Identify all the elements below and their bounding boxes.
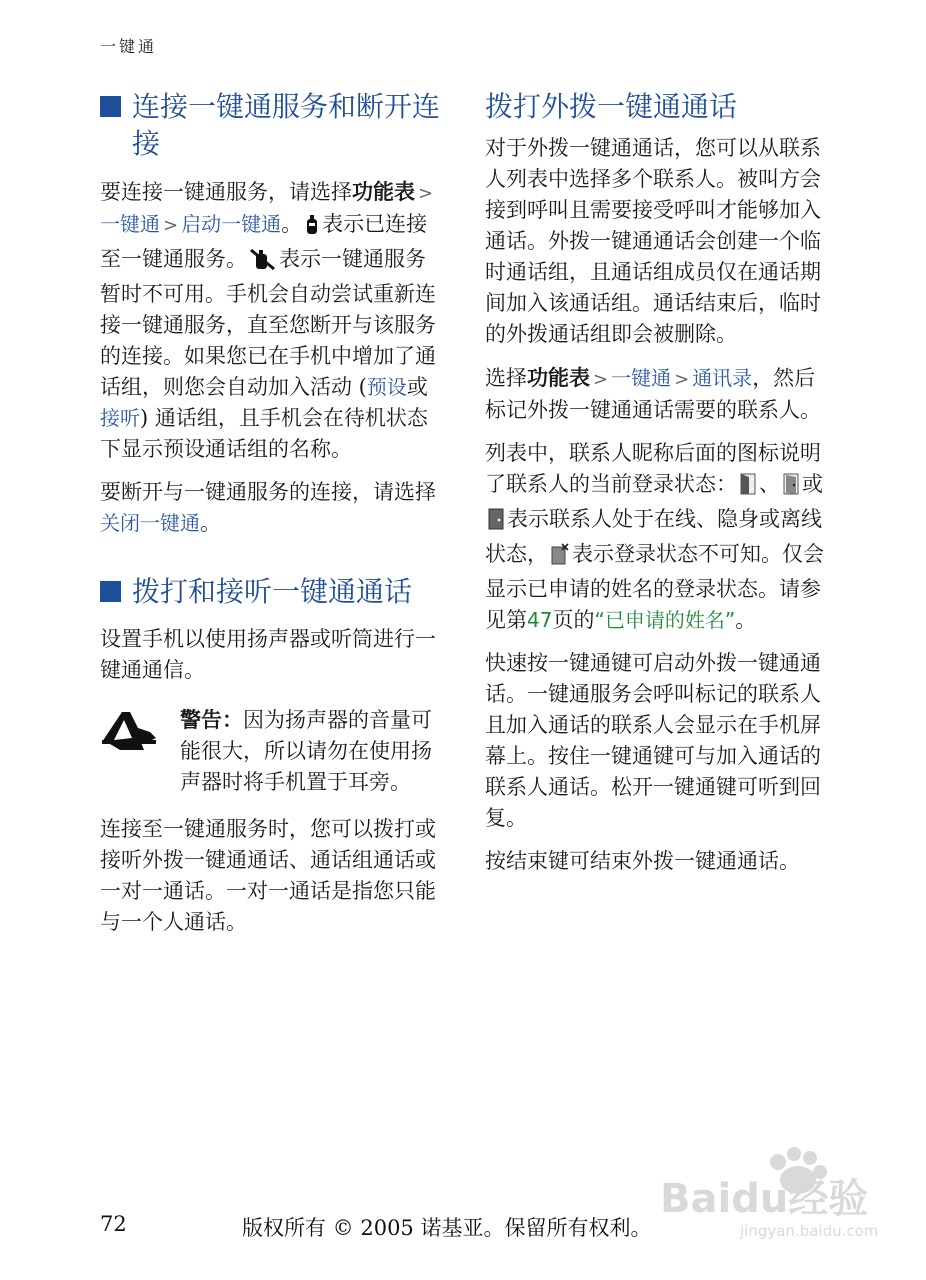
text: 要断开与一键通服务的连接，请选择 [100, 480, 436, 504]
warning-paragraph [180, 704, 445, 798]
text: 、 [759, 472, 780, 496]
text: 因为扬声器的音量可能很大，所以请勿在使用扬声器时将手机置于耳旁。 [180, 708, 432, 794]
warning-note [100, 704, 445, 798]
text: 表示已连接至一键通服务。 [100, 212, 428, 271]
page-number: 72 [100, 1212, 127, 1236]
section-heading-connect-text: 连接一键通服务和断开连接 [132, 90, 441, 160]
speaker-paragraph: 设置手机以使用扬声器或听筒进行一键通通信。 [100, 627, 436, 682]
menu-separator: > [418, 183, 434, 204]
menu-path-ptt: 一键通 [611, 366, 672, 390]
text: 要连接一键通服务，请选择 [100, 180, 352, 204]
text: 选择 [485, 366, 527, 390]
ptt-connected-icon [305, 213, 319, 244]
menu-separator: > [674, 369, 690, 390]
text: 页的 [552, 608, 595, 632]
cross-reference-link: “已申请的姓名” [594, 608, 736, 632]
heading-square-marker [100, 581, 121, 602]
connect-paragraph [100, 176, 445, 465]
listen-group-link: 接听 [100, 406, 140, 430]
presence-paragraph [485, 438, 830, 636]
warning-label: 警告： [180, 707, 243, 732]
menu-path-ptt: 一键通 [100, 212, 160, 236]
text: 表示登录状态不可知。仅会显示已申请的姓名的登录状态。请参见第 [485, 542, 824, 632]
text: 。 [735, 608, 757, 632]
call-types-paragraph: 连接至一键通服务时，您可以拨打或接听外拨一键通通话、通话组通话或一对一通话。一对一通话是指您只能与一个人通话。 [100, 817, 436, 934]
text: 。 [200, 511, 221, 535]
menu-path-activate: 启动一键通 [181, 212, 282, 236]
disconnect-paragraph [100, 477, 445, 539]
text: 表示联系人处于在线、隐身或离线状态， [485, 507, 822, 566]
left-column [100, 88, 445, 950]
door-closed-icon [488, 508, 504, 539]
baidu-watermark [660, 1140, 890, 1240]
warning-hand-icon [100, 704, 158, 798]
menu-label: 功能表 [352, 179, 415, 204]
section-heading-make-receive-text: 拨打和接听一键通通话 [132, 575, 413, 608]
ptt-unavailable-icon [250, 248, 276, 279]
end-call-paragraph: 按结束键可结束外拨一键通通话。 [485, 849, 800, 873]
copyright-notice: 版权所有 © 2005 诺基亚。保留所有权利。 [242, 1216, 652, 1240]
one-to-many-paragraph: 对于外拨一键通通话，您可以从联系人列表中选择多个联系人。被叫方会接到呼叫且需要接受呼叫才能够加入通话。外拨一键通通话会创建一个临时通话组，且通话组成员仅在通话期间加入该通话组。通话结束后，临时的外拨通话组即会被删除。 [485, 136, 821, 346]
section-heading-connect [100, 88, 445, 162]
page-reference-number: 47 [527, 608, 553, 632]
preset-group-link: 预设 [366, 375, 407, 399]
menu-path-contacts: 通讯录 [692, 366, 753, 390]
door-open-icon [740, 473, 756, 504]
right-column [485, 88, 830, 889]
section-heading-make-receive [100, 573, 445, 610]
heading-square-marker [100, 96, 121, 117]
warning-text [180, 704, 445, 798]
running-head: 一键通 [100, 37, 158, 56]
section-heading-one-to-many: 拨打外拨一键通通话 [485, 90, 738, 123]
menu-path-deactivate: 关闭一键通 [100, 511, 200, 535]
text: 。 [281, 212, 303, 236]
menu-label: 功能表 [527, 365, 590, 390]
text: 表示一键通服务暂时不可用。手机会自动尝试重新连接一键通服务，直至您断开与该服务的连接。如果您已在手机中增加了通话组，则您会自动加入活动 ( [100, 247, 436, 399]
text: 或 [406, 375, 428, 399]
menu-separator: > [163, 215, 179, 236]
text: 列表中，联系人昵称后面的图标说明了联系人的当前登录状态： [485, 441, 821, 496]
text: 或 [802, 472, 823, 496]
watermark-brand: Baidu经验 [660, 1176, 869, 1222]
door-unknown-icon [551, 543, 569, 574]
text: ，然后标记外拨一键通通话需要的联系人。 [485, 366, 821, 422]
text: ) 通话组，且手机会在待机状态下显示预设通话组的名称。 [100, 406, 428, 461]
menu-separator: > [593, 369, 609, 390]
select-contacts-paragraph [485, 362, 830, 426]
watermark-url: jingyan.baidu.com [740, 1222, 879, 1240]
ptt-key-paragraph: 快速按一键通键可启动外拨一键通通话。一键通服务会呼叫标记的联系人且加入通话的联系人会显示在手机屏幕上。按住一键通键可与加入通话的联系人通话。松开一键通键可听到回复。 [485, 651, 821, 830]
door-ajar-icon [783, 473, 799, 504]
